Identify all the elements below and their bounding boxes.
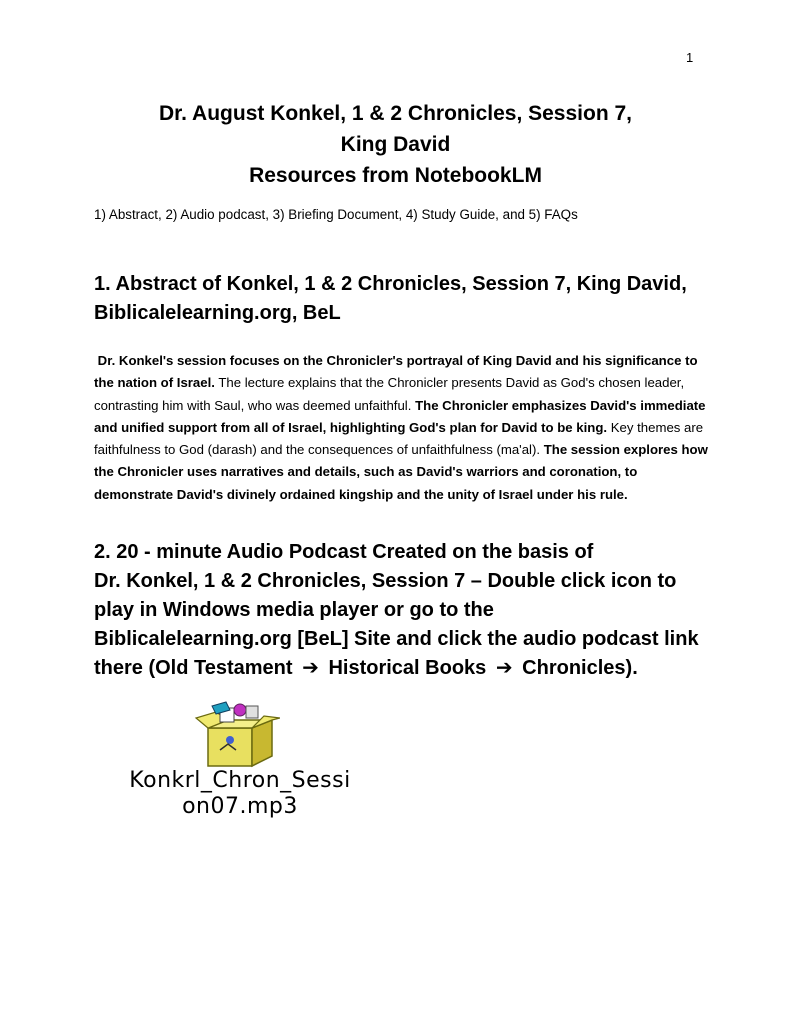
title-line-3: Resources from NotebookLM [249, 164, 542, 187]
section2-line4: Biblicalelearning.org [BeL] Site and click the audio podcast link [94, 628, 699, 650]
document-title [0, 98, 791, 191]
page-number: 1 [686, 50, 694, 65]
section1-heading-line1: 1. Abstract of Konkel, 1 & 2 Chronicles, Session 7, King David, [94, 273, 687, 295]
title-line-2: King David [340, 133, 451, 156]
arrow-right-icon: ➔ [302, 657, 319, 679]
abstract-bold-2: The Chronicler emphasizes David's immediate and unified support from all of Israel, highlighting God's plan for David to be king. [94, 397, 706, 435]
package-file-icon[interactable] [190, 700, 280, 768]
file-label-line2: on07.mp3 [182, 794, 298, 819]
abstract-bold-1: Dr. Konkel's session focuses on the Chronicler's portrayal of King David and his significance to the nation of Israel. [94, 353, 698, 391]
section2-line3: play in Windows media player or go to the [94, 599, 494, 621]
section1-heading [94, 270, 734, 328]
abstract-paragraph [94, 350, 709, 506]
section2-line5 [94, 654, 734, 683]
audio-file-label[interactable] [95, 768, 385, 820]
resource-list: 1) Abstract, 2) Audio podcast, 3) Briefing Document, 4) Study Guide, and 5) FAQs [94, 207, 578, 222]
abstract-text-1: The lecture explains that the Chronicler presents David as God's chosen leader, contrasting him with Saul, who was deemed unfaithful. [94, 375, 685, 413]
section2-heading [94, 538, 734, 683]
section1-heading-line2: Biblicalelearning.org, BeL [94, 302, 341, 324]
breadcrumb-chronicles: Chronicles). [522, 657, 638, 679]
section2-line1: 2. 20 - minute Audio Podcast Created on the basis of [94, 541, 594, 563]
abstract-text-2: Key themes are faithfulness to God (darash) and the consequences of unfaithfulness (ma'al). [94, 419, 704, 458]
title-line-1: Dr. August Konkel, 1 & 2 Chronicles, Session 7, [158, 102, 632, 125]
section2-line2: Dr. Konkel, 1 & 2 Chronicles, Session 7 – Double click icon to [94, 570, 677, 592]
breadcrumb-old-testament: there (Old Testament [94, 657, 293, 679]
abstract-bold-3: The session explores how the Chronicler uses narratives and details, such as David's warriors and coronation, to demonstrate David's divinely ordained kingship and the unity of Israel under his rule. [94, 442, 708, 502]
file-label-line1: Konkrl_Chron_Sessi [129, 768, 351, 793]
breadcrumb-historical-books: Historical Books [328, 657, 487, 679]
arrow-right-icon: ➔ [495, 657, 513, 679]
